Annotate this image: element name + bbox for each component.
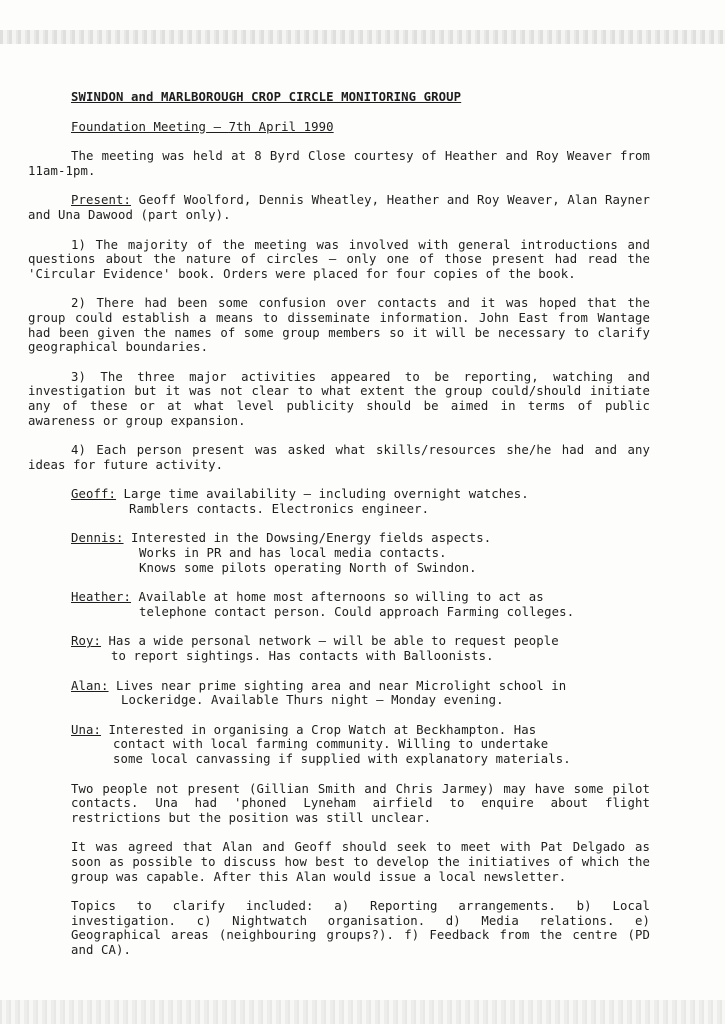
absent-paragraph: Two people not present (Gillian Smith and Chris Jarmey) may have some pilot contacts. Una had 'phoned Lyneham airfield to enquire about flight restrictions but the position was still unclear. [71, 781, 650, 825]
meeting-label: Foundation Meeting [71, 119, 207, 134]
meeting-date: 7th April 1990 [228, 119, 334, 134]
person-detail: Works in PR and has local media contacts. [139, 546, 447, 561]
person-detail: Interested in organising a Crop Watch at Beckhampton. Has [108, 722, 537, 737]
scan-artifact-top [0, 30, 725, 44]
person-detail: Available at home most afternoons so willing to act as [138, 590, 544, 605]
point-3: 3) The three major activities appeared to be reporting, watching and investigation but it was not clear to what extent the group could/should initiate any of these or at what level publicity should be aimed in terms of public awareness or group expansion. [28, 369, 650, 428]
topics-paragraph: Topics to clarify included: a) Reporting arrangements. b) Local investigation. c) Nightwatch organisation. d) Media relations. e) Geographical areas (neighbouring groups?). f) Feedback from the centre (PD and CA). [71, 899, 650, 957]
person-detail: Lives near prime sighting area and near Microlight school in [116, 678, 567, 693]
person-name: Heather: [71, 590, 132, 605]
present-label: Present: [71, 193, 132, 208]
point-2: 2) There had been some confusion over contacts and it was hoped that the group could establish a means to disseminate information. John East from Wantage had been given the names of some group members so it will be necessary to clarify geographical boundaries. [28, 296, 650, 355]
scan-artifact-bottom [0, 1000, 725, 1024]
minutes-page [28, 90, 650, 958]
person-detail: Large time availability – including overnight watches. [123, 487, 529, 502]
agreed-paragraph: It was agreed that Alan and Geoff should seek to meet with Pat Delgado as soon as possible to discuss how best to develop the initiatives of which the group was capable. After this Alan would issue a local newsletter. [71, 840, 650, 884]
person-name: Roy: [71, 634, 102, 649]
person-detail: Ramblers contacts. Electronics engineer. [129, 501, 430, 516]
intro-paragraph: The meeting was held at 8 Byrd Close courtesy of Heather and Roy Weaver from 11am-1pm. [28, 149, 650, 178]
present-text: Geoff Woolford, Dennis Wheatley, Heather and Roy Weaver, Alan Rayner and Una Dawood (part only). [28, 193, 650, 222]
person-roy [71, 634, 650, 663]
meeting-heading: Foundation Meeting – 7th April 1990 [71, 119, 334, 134]
person-una [71, 723, 650, 767]
person-dennis [71, 531, 650, 575]
person-heather [71, 590, 650, 619]
person-name: Una: [71, 722, 102, 737]
person-detail: Lockeridge. Available Thurs night – Monday evening. [121, 693, 504, 708]
person-geoff [71, 487, 650, 516]
point-4: 4) Each person present was asked what skills/resources she/he had and any ideas for future activity. [28, 443, 650, 472]
person-name: Dennis: [71, 531, 124, 546]
person-detail: telephone contact person. Could approach Farming colleges. [139, 604, 575, 619]
person-detail: Has a wide personal network – will be able to request people [108, 634, 559, 649]
person-detail: Knows some pilots operating North of Swindon. [139, 560, 477, 575]
document-title: SWINDON and MARLBOROUGH CROP CIRCLE MONITORING GROUP [71, 90, 462, 104]
person-detail: contact with local farming community. Willing to undertake [113, 737, 549, 752]
present-paragraph [28, 193, 650, 222]
person-detail: some local canvassing if supplied with explanatory materials. [113, 752, 571, 766]
person-alan [71, 679, 650, 708]
person-name: Geoff: [71, 487, 117, 502]
person-detail: Interested in the Dowsing/Energy fields aspects. [131, 531, 492, 546]
person-name: Alan: [71, 678, 109, 693]
point-1: 1) The majority of the meeting was involved with general introductions and questions about the nature of circles – only one of those present had read the 'Circular Evidence' book. Orders were placed for four copies of the book. [28, 237, 650, 281]
person-detail: to report sightings. Has contacts with Balloonists. [111, 649, 494, 664]
